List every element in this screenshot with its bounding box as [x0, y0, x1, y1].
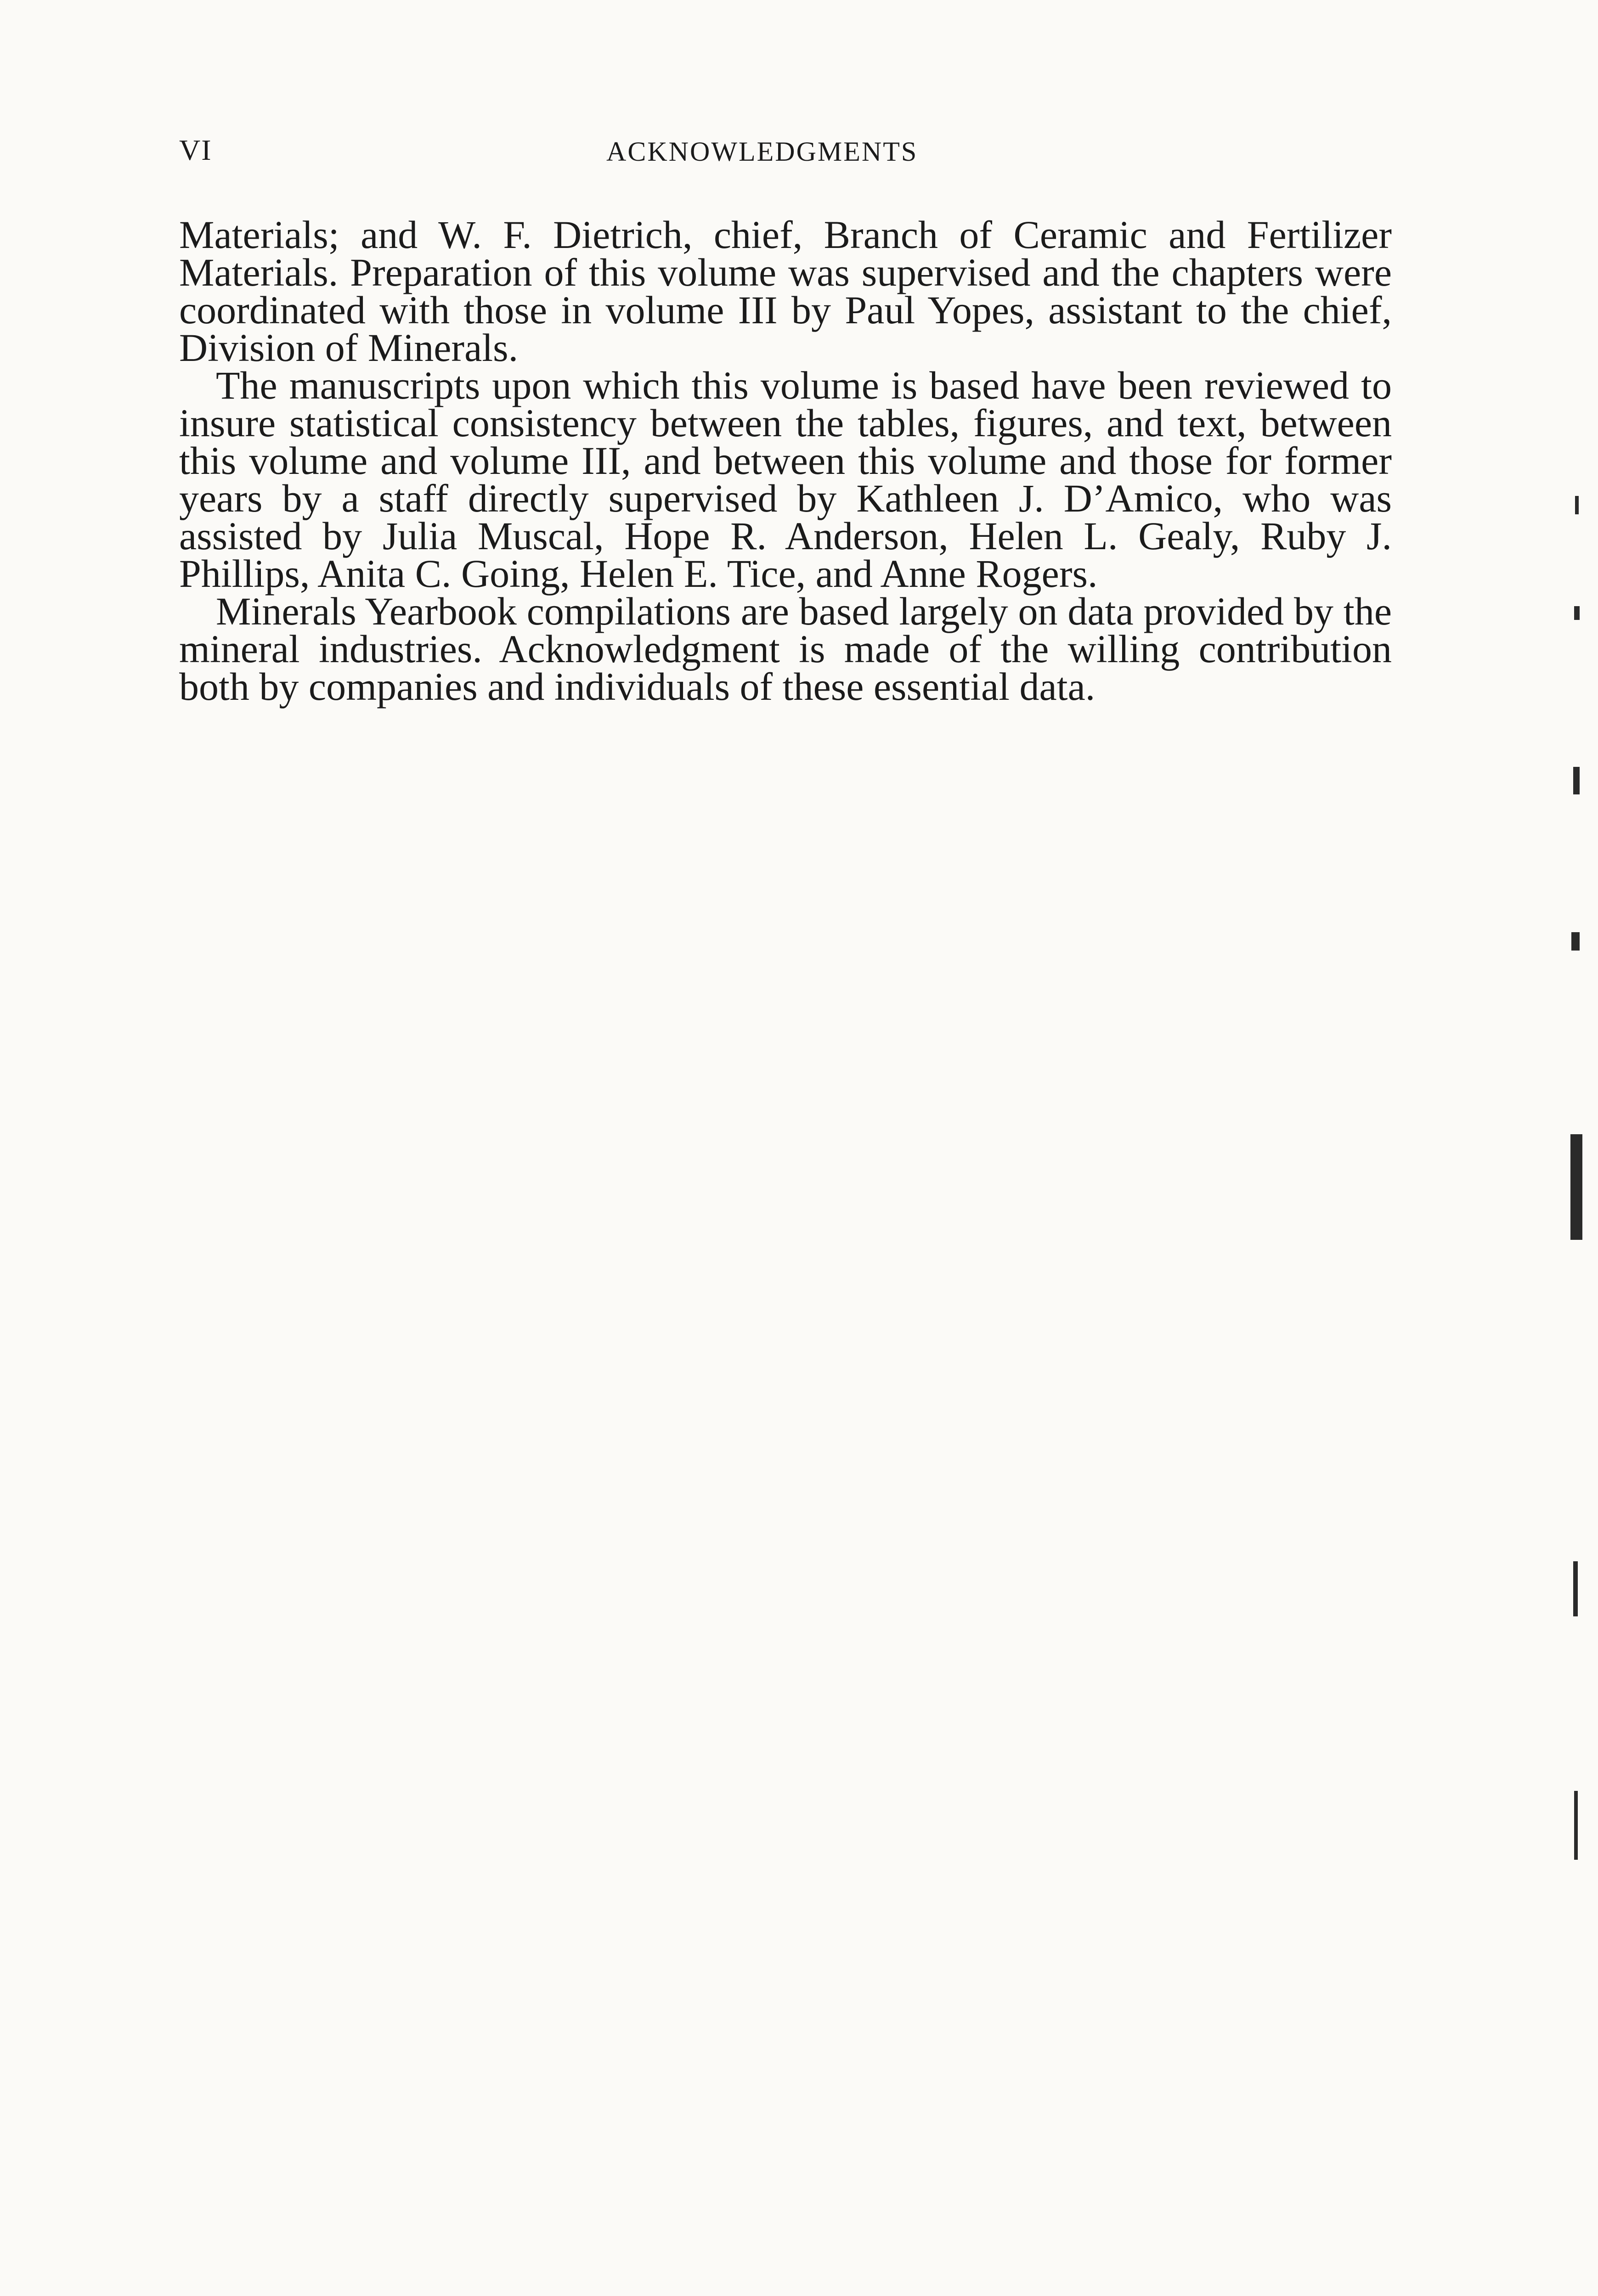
- scan-mark: [1574, 1791, 1578, 1860]
- paragraph-2: The manuscripts upon which this volume is based have been reviewed to insure statistical consistency between the tables, figures, and text, between this volume and volume III, and between this volume and those for former years by a staff directly supervised by Kathleen J. D’Amico, who was assisted by Julia Muscal, Hope R. Anderson, Helen L. Gealy, Ruby J. Phillips, Anita C. Going, Helen E. Tice, and Anne Rogers.: [179, 363, 1392, 596]
- scan-mark: [1570, 1134, 1582, 1240]
- body-text: [179, 213, 1392, 709]
- page-number: VI: [179, 134, 212, 166]
- running-head: [179, 133, 1401, 174]
- scan-edge-marks: [1547, 413, 1598, 2066]
- scan-mark: [1574, 606, 1580, 620]
- scan-mark: [1573, 1561, 1578, 1616]
- scan-mark: [1573, 767, 1580, 794]
- paragraph-1: Materials; and W. F. Dietrich, chief, Branch of Ceramic and Fertilizer Materials. Preparation of this volume was supervised and the chapters were coordinated with those in volume III by Paul Yopes, assistant to the chief, Division of Minerals.: [179, 213, 1392, 370]
- paragraph-3: Minerals Yearbook compilations are based largely on data provided by the mineral industries. Acknowledgment is made of the willing contribution both by companies and individuals of these essential data.: [179, 589, 1392, 709]
- running-head-title: ACKNOWLEDGMENTS: [606, 136, 918, 167]
- scan-mark: [1571, 932, 1580, 951]
- scan-mark: [1575, 496, 1579, 514]
